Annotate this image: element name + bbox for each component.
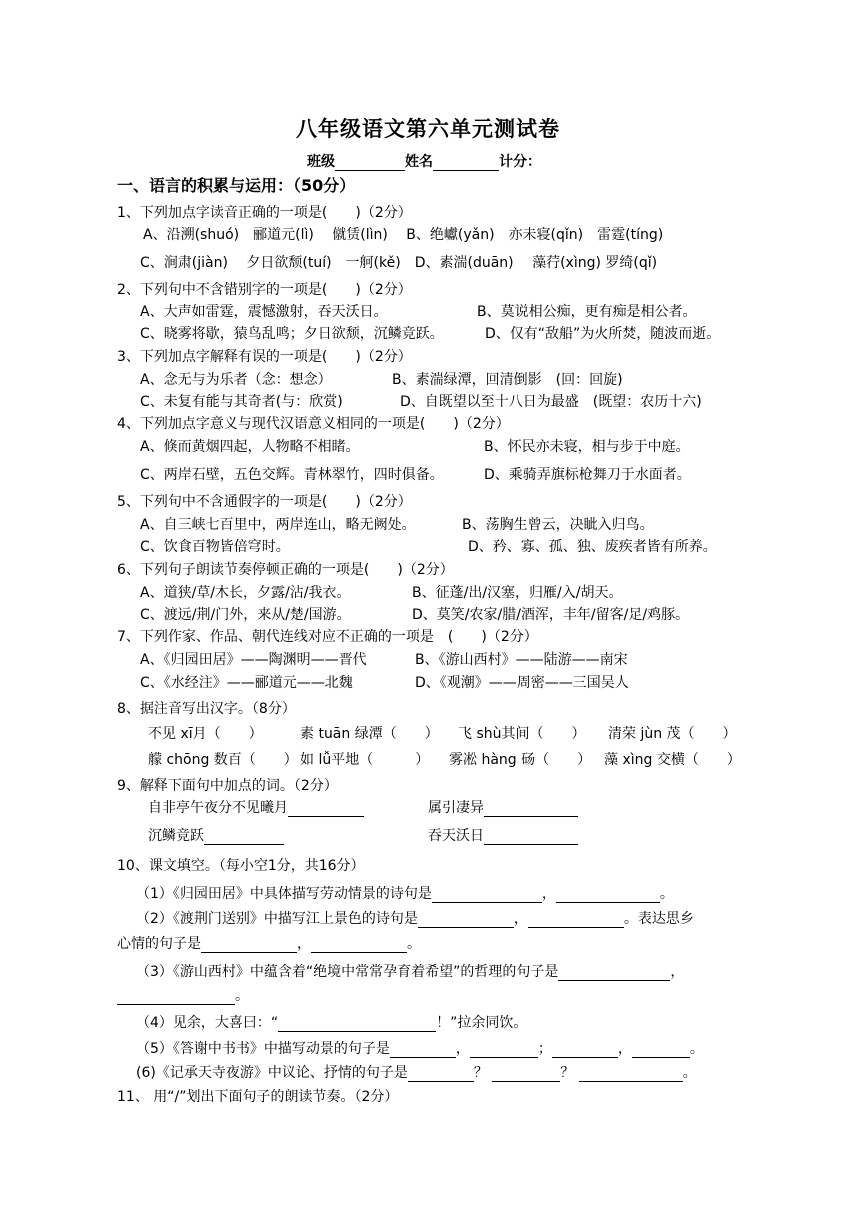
q10-text: 。表达思乡 — [623, 911, 694, 927]
q10-part-5: （5）《答谢中书书》中描写动景的句子是 ， ； ， 。 — [136, 1041, 704, 1057]
q2-option-c: C、晓雾将歇，猿鸟乱鸣；夕日欲颓，沉鳞竞跃。 — [140, 326, 444, 342]
q4-option-b: B、怀民亦未寝，相与步于中庭。 — [484, 439, 690, 455]
q1-options-line2: C、涧肃(jiàn) 夕日欲颓(tuí) 一舸(kě) D、素湍(duān) 藻荇(xìng) 罗绮(qǐ) — [140, 255, 658, 271]
answer-blank[interactable] — [390, 1043, 456, 1058]
q4-option-a: A、倏而黄烟四起，人物略不相睹。 — [140, 439, 360, 455]
q9-stem: 9、解释下面句中加点的词。（2分） — [117, 778, 338, 794]
answer-blank[interactable] — [558, 966, 670, 981]
q2-option-d: D、仅有“敌船”为火所焚，随波而逝。 — [485, 326, 721, 342]
q3-stem: 3、下列加点字解释有误的一项是( )（2分） — [117, 349, 412, 365]
q10-text: （4）见余，大喜曰：“ — [136, 1015, 279, 1031]
q11-stem: 11、 用“/”划出下面句子的朗读节奏。（2分） — [117, 1089, 399, 1105]
answer-blank[interactable] — [528, 913, 624, 928]
q6-option-d: D、莫笑/农家/腊/酒浑，丰年/留客/足/鸡豚。 — [412, 607, 690, 623]
answer-blank[interactable] — [492, 1067, 560, 1082]
answer-blank[interactable] — [552, 1043, 618, 1058]
q8-item: 清荣 jùn 茂（ ） — [608, 726, 737, 742]
q8-item: 雾凇 hàng 砀（ ） — [449, 752, 592, 768]
q7-option-b: B、《游山西村》——陆游——南宋 — [415, 652, 628, 668]
name-label: 姓名 — [405, 154, 433, 170]
answer-blank[interactable] — [556, 888, 660, 903]
q3-option-b: B、素湍绿潭，回清倒影 (回：回旋) — [392, 372, 623, 388]
q6-stem: 6、下列句子朗读节奏停顿正确的一项是( )（2分） — [117, 562, 454, 578]
name-field[interactable] — [433, 156, 499, 171]
answer-blank[interactable] — [311, 938, 407, 953]
q10-text: ！”拉余同饮。 — [436, 1015, 528, 1031]
q10-part-3: （3）《游山西村》中蕴含着“绝境中常常孕育着希望”的哲理的句子是 ， — [136, 964, 685, 980]
q6-option-a: A、道狭/草/木长，夕露/沾/我衣。 — [140, 585, 351, 601]
answer-blank[interactable] — [418, 913, 514, 928]
answer-blank[interactable] — [432, 888, 542, 903]
q10-stem: 10、课文填空。（每小空1分，共16分） — [117, 858, 365, 874]
q8-item: 如 lǚ平地（ ） — [300, 752, 430, 768]
q2-stem: 2、下列句中不含错别字的一项是( )（2分） — [117, 282, 412, 298]
q5-option-c: C、饮食百物皆倍穹时。 — [140, 539, 290, 555]
page-title: 八年级语文第六单元测试卷 — [296, 117, 560, 141]
q10-part-2-cont: 心情的句子是 ， 。 — [117, 936, 421, 952]
q7-stem: 7、下列作家、作品、朝代连线对应不正确的一项是 ( )（2分） — [117, 629, 538, 645]
q10-text: (6)《记承天寺夜游》中议论、抒情的句子是 — [136, 1065, 408, 1081]
q4-option-d: D、乘骑弄旗标枪舞刀于水面者。 — [484, 467, 691, 483]
q8-item: 不见 xī月（ ） — [148, 726, 263, 742]
q8-stem: 8、据注音写出汉字。（8分） — [117, 701, 296, 717]
q10-text: （2）《渡荆门送别》中描写江上景色的诗句是 — [136, 911, 418, 927]
answer-blank[interactable] — [632, 1043, 690, 1058]
q10-part-2: （2）《渡荆门送别》中描写江上景色的诗句是 ， 。表达思乡 — [136, 911, 694, 927]
q10-text: （1）《归园田居》中具体描写劳动情景的诗句是 — [136, 886, 432, 902]
q3-option-a: A、念无与为乐者（念：想念） — [140, 372, 332, 388]
q9-item — [428, 799, 578, 817]
q10-text: （3）《游山西村》中蕴含着“绝境中常常孕育着希望”的哲理的句子是 — [136, 964, 559, 980]
q9-item — [148, 799, 364, 817]
q8-item: 藻 xìng 交横（ ） — [604, 752, 741, 768]
q5-stem: 5、下列句中不含通假字的一项是( )（2分） — [117, 494, 412, 510]
q4-option-c: C、两岸石壁，五色交辉。青林翠竹，四时俱备。 — [140, 467, 444, 483]
answer-blank[interactable] — [408, 1067, 474, 1082]
q5-option-a: A、自三峡七百里中，两岸连山，略无阙处。 — [140, 517, 416, 533]
section-heading: 一、语言的积累与运用：（50分） — [117, 176, 356, 195]
q10-part-1: （1）《归园田居》中具体描写劳动情景的诗句是 ， 。 — [136, 886, 674, 902]
q3-option-c: C、未复有能与其奇者(与：欣赏) — [140, 394, 343, 410]
class-label: 班级 — [307, 154, 335, 170]
q4-stem: 4、下列加点字意义与现代汉语意义相同的一项是( )（2分） — [117, 416, 510, 432]
q8-item: 素 tuān 绿潭（ ） — [300, 726, 439, 742]
q6-option-c: C、渡远/荆/门外，来从/楚/国游。 — [140, 607, 351, 623]
answer-blank[interactable] — [278, 1017, 436, 1032]
q9-item-text: 吞天沃日 — [428, 828, 484, 844]
q9-item-text: 沉鳞竞跃 — [148, 828, 204, 844]
q5-option-b: B、荡胸生曾云，决眦入归鸟。 — [462, 517, 654, 533]
answer-blank[interactable] — [201, 938, 297, 953]
answer-blank[interactable] — [579, 1067, 683, 1082]
answer-blank[interactable] — [470, 1043, 538, 1058]
q10-text: 心情的句子是 — [117, 936, 201, 952]
student-info-line — [307, 153, 541, 171]
q7-option-c: C、《水经注》——郦道元——北魏 — [140, 675, 353, 691]
q8-item: 飞 shù其间（ ） — [458, 726, 586, 742]
q9-item — [428, 827, 578, 845]
q1-stem: 1、下列加点字读音正确的一项是( )（2分） — [117, 205, 412, 221]
answer-blank[interactable] — [117, 990, 235, 1005]
q2-option-a: A、大声如雷霆，震憾激射，吞天沃日。 — [140, 304, 388, 320]
answer-blank[interactable] — [288, 802, 364, 817]
score-label: 计分： — [499, 154, 541, 170]
class-field[interactable] — [335, 156, 405, 171]
answer-blank[interactable] — [484, 830, 578, 845]
q10-text: （5）《答谢中书书》中描写动景的句子是 — [136, 1041, 390, 1057]
q10-part-4 — [136, 1014, 527, 1032]
q9-item — [148, 827, 284, 845]
q7-option-d: D、《观潮》——周密——三国吴人 — [415, 675, 629, 691]
q9-item-text: 属引凄异 — [428, 800, 484, 816]
q3-option-d: D、自既望以至十八日为最盛 (既望：农历十六) — [400, 394, 702, 410]
q9-item-text: 自非亭午夜分不见曦月 — [148, 800, 288, 816]
q1-options-line1: A、沿溯(shuó) 郦道元(lì) 僦赁(lìn) B、绝巘(yǎn) 亦未寝(qǐn) 雷霆(tíng) — [143, 227, 664, 243]
q8-item: 艨 chōng 数百（ ） — [148, 752, 298, 768]
q10-part-3-cont: 。 — [117, 987, 249, 1005]
answer-blank[interactable] — [484, 802, 578, 817]
answer-blank[interactable] — [204, 830, 284, 845]
q5-option-d: D、矜、寡、孤、独、废疾者皆有所养。 — [468, 539, 717, 555]
q6-option-b: B、征蓬/出/汉塞，归雁/入/胡天。 — [412, 585, 623, 601]
q10-part-6: (6)《记承天寺夜游》中议论、抒情的句子是 ？ ？ 。 — [136, 1065, 697, 1081]
q2-option-b: B、莫说相公痴，更有痴是相公者。 — [477, 304, 697, 320]
q7-option-a: A、《归园田居》——陶渊明——晋代 — [140, 652, 367, 668]
